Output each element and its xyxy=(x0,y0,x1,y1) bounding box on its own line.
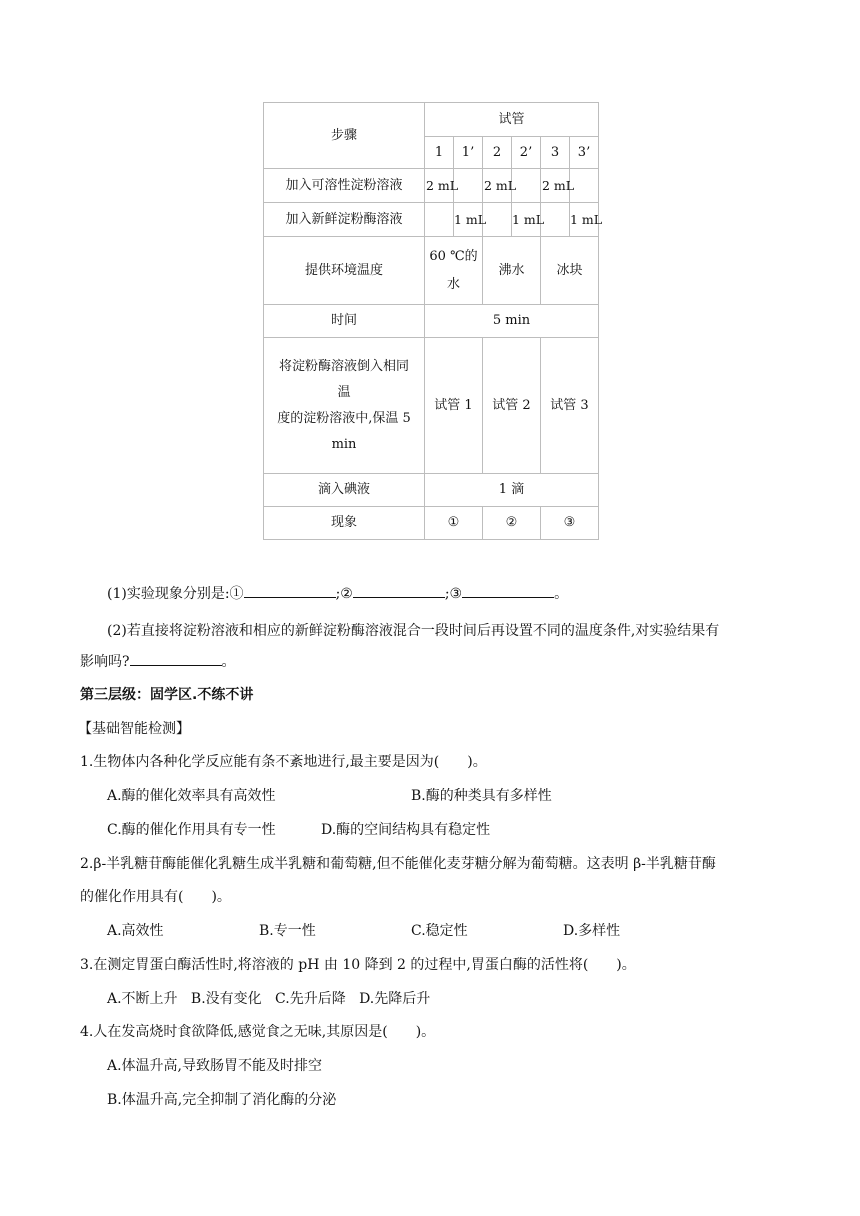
empty-cell xyxy=(425,203,454,237)
q1-sep-3: ;③ xyxy=(444,586,463,602)
row-label-mix xyxy=(264,338,425,474)
q1-prefix: (1)实验现象分别是:① xyxy=(107,586,244,602)
answer-blank-3[interactable] xyxy=(462,582,554,598)
mix-tube-1: 试管 1 xyxy=(425,338,483,474)
tube-id: 3’ xyxy=(570,137,599,169)
mcq-2-option-c: C.稳定性 xyxy=(411,923,468,939)
mix-label-line: 温 xyxy=(337,384,351,400)
answer-blank-2[interactable] xyxy=(353,582,445,598)
enzyme-amount-2: 1 mL xyxy=(512,203,541,237)
mcq-2-stem-line-2: 的催化作用具有( )。 xyxy=(80,889,231,905)
mcq-4-option-a: A.体温升高,导致肠胃不能及时排空 xyxy=(107,1058,323,1074)
mix-tube-3: 试管 3 xyxy=(541,338,599,474)
row-label-starch: 加入可溶性淀粉溶液 xyxy=(264,169,425,203)
q2-prefix: 影响吗? xyxy=(80,654,130,670)
row-label-iodine: 滴入碘液 xyxy=(264,474,425,507)
question-2-line-2 xyxy=(80,650,236,673)
header-tubes: 试管 xyxy=(425,103,599,137)
tube-id: 1 xyxy=(425,137,454,169)
mcq-2-option-a: A.高效性 xyxy=(107,923,164,939)
tube-id: 3 xyxy=(541,137,570,169)
row-label-time: 时间 xyxy=(264,305,425,338)
enzyme-amount-3: 1 mL xyxy=(570,203,599,237)
enzyme-amount-1: 1 mL xyxy=(454,203,483,237)
temp-60: 60 ℃的水 xyxy=(425,237,483,305)
temp-boiling: 沸水 xyxy=(483,237,541,305)
mix-label-line: 将淀粉酶溶液倒入相同 xyxy=(278,358,409,374)
result-mark-2: ② xyxy=(483,507,541,540)
q2-end: 。 xyxy=(221,654,236,670)
header-step: 步骤 xyxy=(264,103,425,169)
starch-amount-3: 2 mL xyxy=(541,169,570,203)
q1-sep-2: ;② xyxy=(335,586,353,602)
mcq-3-options xyxy=(107,988,430,1010)
section-level-title: 第三层级：固学区.不练不讲 xyxy=(80,687,254,703)
section-subtitle: 【基础智能检测】 xyxy=(78,721,190,737)
tube-id: 2 xyxy=(483,137,512,169)
starch-amount-1: 2 mL xyxy=(425,169,454,203)
question-2-line-1: (2)若直接将淀粉溶液和相应的新鲜淀粉酶溶液混合一段时间后再设置不同的温度条件,对实验结果有 xyxy=(107,623,720,639)
iodine-value: 1 滴 xyxy=(425,474,599,507)
temp-ice: 冰块 xyxy=(541,237,599,305)
mcq-1-stem: 1.生物体内各种化学反应能有条不紊地进行,最主要是因为( )。 xyxy=(80,754,487,770)
mcq-3-option-d: D.先降后升 xyxy=(359,991,431,1007)
mcq-2-option-b: B.专一性 xyxy=(259,923,316,939)
result-mark-3: ③ xyxy=(541,507,599,540)
mix-label-line: min xyxy=(331,436,357,452)
row-label-result: 现象 xyxy=(264,507,425,540)
answer-blank-1[interactable] xyxy=(244,582,336,598)
mcq-3-stem: 3.在测定胃蛋白酶活性时,将溶液的 pH 由 10 降到 2 的过程中,胃蛋白酶的活性将( )。 xyxy=(80,957,636,973)
mcq-4-option-b: B.体温升高,完全抑制了消化酶的分泌 xyxy=(107,1092,337,1108)
empty-cell xyxy=(541,203,570,237)
question-1 xyxy=(107,582,568,605)
starch-amount-2: 2 mL xyxy=(483,169,512,203)
mcq-1-option-d: D.酶的空间结构具有稳定性 xyxy=(321,822,491,838)
q1-end: 。 xyxy=(554,586,569,602)
tube-id: 1’ xyxy=(454,137,483,169)
time-value: 5 min xyxy=(425,305,599,338)
row-label-temp: 提供环境温度 xyxy=(264,237,425,305)
empty-cell xyxy=(483,203,512,237)
mcq-2-stem-line-1: 2.β-半乳糖苷酶能催化乳糖生成半乳糖和葡萄糖,但不能催化麦芽糖分解为葡萄糖。这表明 β-半乳糖苷酶 xyxy=(80,856,716,872)
tube-id: 2’ xyxy=(512,137,541,169)
mcq-3-option-b: B.没有变化 xyxy=(190,991,262,1007)
row-label-enzyme: 加入新鲜淀粉酶溶液 xyxy=(264,203,425,237)
mcq-3-option-a: A.不断上升 xyxy=(107,991,178,1007)
mix-tube-2: 试管 2 xyxy=(483,338,541,474)
mcq-3-option-c: C.先升后降 xyxy=(275,991,346,1007)
mix-label-line: 度的淀粉溶液中,保温 5 xyxy=(277,410,411,426)
mcq-1-option-a: A.酶的催化效率具有高效性 xyxy=(107,788,276,804)
result-mark-1: ① xyxy=(425,507,483,540)
mcq-2-option-d: D.多样性 xyxy=(563,923,621,939)
mcq-1-option-c: C.酶的催化作用具有专一性 xyxy=(107,822,276,838)
mcq-1-option-b: B.酶的种类具有多样性 xyxy=(411,788,552,804)
experiment-table xyxy=(263,102,603,540)
answer-blank-q2[interactable] xyxy=(130,650,222,666)
mcq-4-stem: 4.人在发高烧时食欲降低,感觉食之无味,其原因是( )。 xyxy=(80,1024,436,1040)
